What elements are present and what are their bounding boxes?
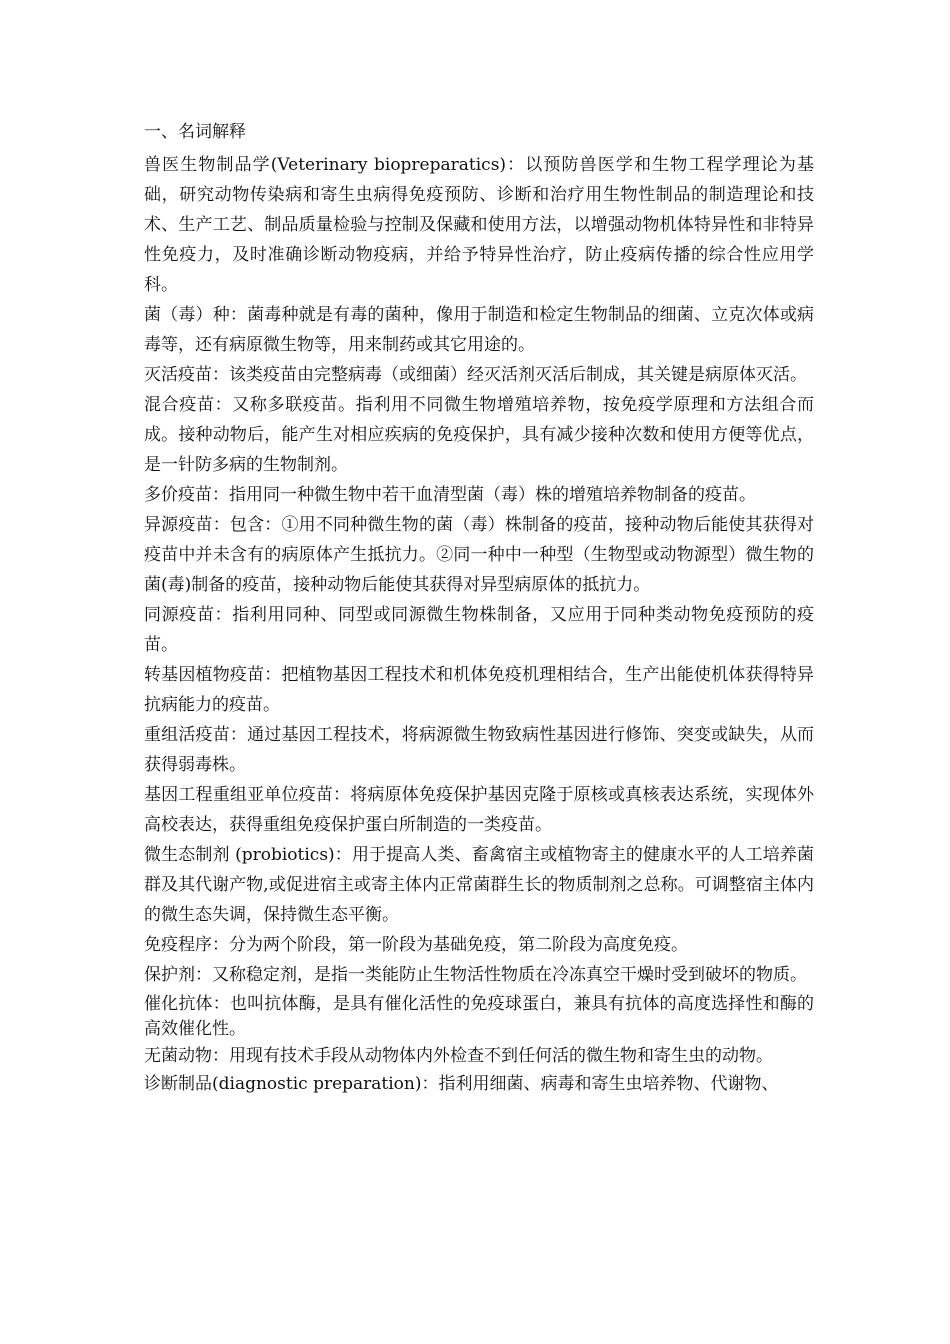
entry-definition: 包含：①用不同种微生物的菌（毒）株制备的疫苗，接种动物后能使其获得对疫苗中并未含有的病原体产生抵抗力。②同一种中一种型（生物型或动物源型）微生物的菌(毒)制备的疫苗，接种动物后能使其获得对异型病原体的抵抗力。 <box>144 515 814 595</box>
entry-term: 微生态制剂 (probiotics)： <box>144 845 352 865</box>
entry-recombinant-live-vaccine <box>144 720 814 780</box>
entry-term: 兽医生物制品学(Veterinary biopreparatics)： <box>144 155 526 175</box>
entry-subunit-vaccine <box>144 780 814 840</box>
entry-definition: 以预防兽医学和生物工程学理论为基础，研究动物传染病和寄生虫病得免疫预防、诊断和治疗用生物性制品的制造理论和技术、生产工艺、制品质量检验与控制及保藏和使用方法，以增强动物机体特异性和非特异性免疫力，及时准确诊断动物疫病，并给予特异性治疗，防止疫病传播的综合性应用学科。 <box>144 155 814 295</box>
entry-definition: 也叫抗体酶，是具有催化活性的免疫球蛋白，兼具有抗体的高度选择性和酶的高效催化性。 <box>144 994 814 1039</box>
entry-catalytic-antibody <box>144 992 814 1042</box>
document-page <box>144 117 814 1099</box>
entry-definition: 指利用同种、同型或同源微生物株制备，又应用于同种类动物免疫预防的疫苗。 <box>144 605 815 655</box>
entry-veterinary-biopreparatics <box>144 150 814 300</box>
entry-definition: 用于提高人类、畜禽宿主或植物寄主的健康水平的人工培养菌群及其代谢产物,或促进宿主或寄主体内正常菌群生长的物质制剂之总称。可调整宿主体内的微生态失调，保持微生态平衡。 <box>144 845 815 925</box>
entry-strain <box>144 300 814 360</box>
entry-diagnostic-preparation <box>144 1069 814 1099</box>
entry-homologous-vaccine <box>144 600 814 660</box>
entry-term: 混合疫苗： <box>144 395 233 415</box>
entry-definition: 指用同一种微生物中若干血清型菌（毒）株的增殖培养物制备的疫苗。 <box>229 485 756 505</box>
entry-definition: 指利用细菌、病毒和寄生虫培养物、代谢物、 <box>438 1074 779 1094</box>
entry-definition: 又称稳定剂，是指一类能防止生物活性物质在冷冻真空干燥时受到破坏的物质。 <box>212 965 807 985</box>
entry-definition: 菌毒种就是有毒的菌种，像用于制造和检定生物制品的细菌、立克次体或病毒等，还有病原微生物等，用来制药或其它用途的。 <box>144 305 815 355</box>
entry-inactivated-vaccine <box>144 360 814 390</box>
entry-term: 灭活疫苗： <box>144 365 229 385</box>
entry-heterologous-vaccine <box>144 510 814 600</box>
entry-immunization-program <box>144 930 814 960</box>
entry-definition: 分为两个阶段，第一阶段为基础免疫，第二阶段为高度免疫。 <box>229 935 688 955</box>
entry-combined-vaccine <box>144 390 814 480</box>
section-heading: 一、名词解释 <box>144 122 246 142</box>
entry-definition: 用现有技术手段从动物体内外检查不到任何活的微生物和寄生虫的动物。 <box>229 1046 773 1066</box>
entry-definition: 通过基因工程技术，将病源微生物致病性基因进行修饰、突变或缺失，从而获得弱毒株。 <box>144 725 815 775</box>
entry-term: 多价疫苗： <box>144 485 229 505</box>
entry-transgenic-plant-vaccine <box>144 660 814 720</box>
entry-term: 诊断制品(diagnostic preparation)： <box>144 1074 439 1094</box>
entry-multivalent-vaccine <box>144 480 814 510</box>
entry-term: 菌（毒）种： <box>144 305 248 325</box>
entry-term: 基因工程重组亚单位疫苗： <box>144 785 351 805</box>
entry-definition: 该类疫苗由完整病毒（或细菌）经灭活剂灭活后制成，其关键是病原体灭活。 <box>229 365 807 385</box>
entry-term: 转基因植物疫苗： <box>144 665 282 685</box>
entry-probiotics <box>144 840 814 930</box>
entry-germ-free-animal <box>144 1044 814 1069</box>
entry-term: 异源疫苗： <box>144 515 230 535</box>
entry-term: 催化抗体： <box>144 994 230 1014</box>
entry-term: 保护剂： <box>144 965 212 985</box>
entry-definition: 又称多联疫苗。指利用不同微生物增殖培养物，按免疫学原理和方法组合而成。接种动物后，能产生对相应疾病的免疫保护，具有减少接种次数和使用方便等优点，是一针防多病的生物制剂。 <box>144 395 815 475</box>
entry-term: 免疫程序： <box>144 935 229 955</box>
entry-definition: 将病原体免疫保护基因克隆于原核或真核表达系统，实现体外高校表达，获得重组免疫保护蛋白所制造的一类疫苗。 <box>144 785 815 835</box>
entry-definition: 把植物基因工程技术和机体免疫机理相结合，生产出能使机体获得特异抗病能力的疫苗。 <box>144 665 815 715</box>
entry-term: 重组活疫苗： <box>144 725 248 745</box>
entry-term: 无菌动物： <box>144 1046 229 1066</box>
entry-protectant <box>144 960 814 990</box>
entry-term: 同源疫苗： <box>144 605 233 625</box>
